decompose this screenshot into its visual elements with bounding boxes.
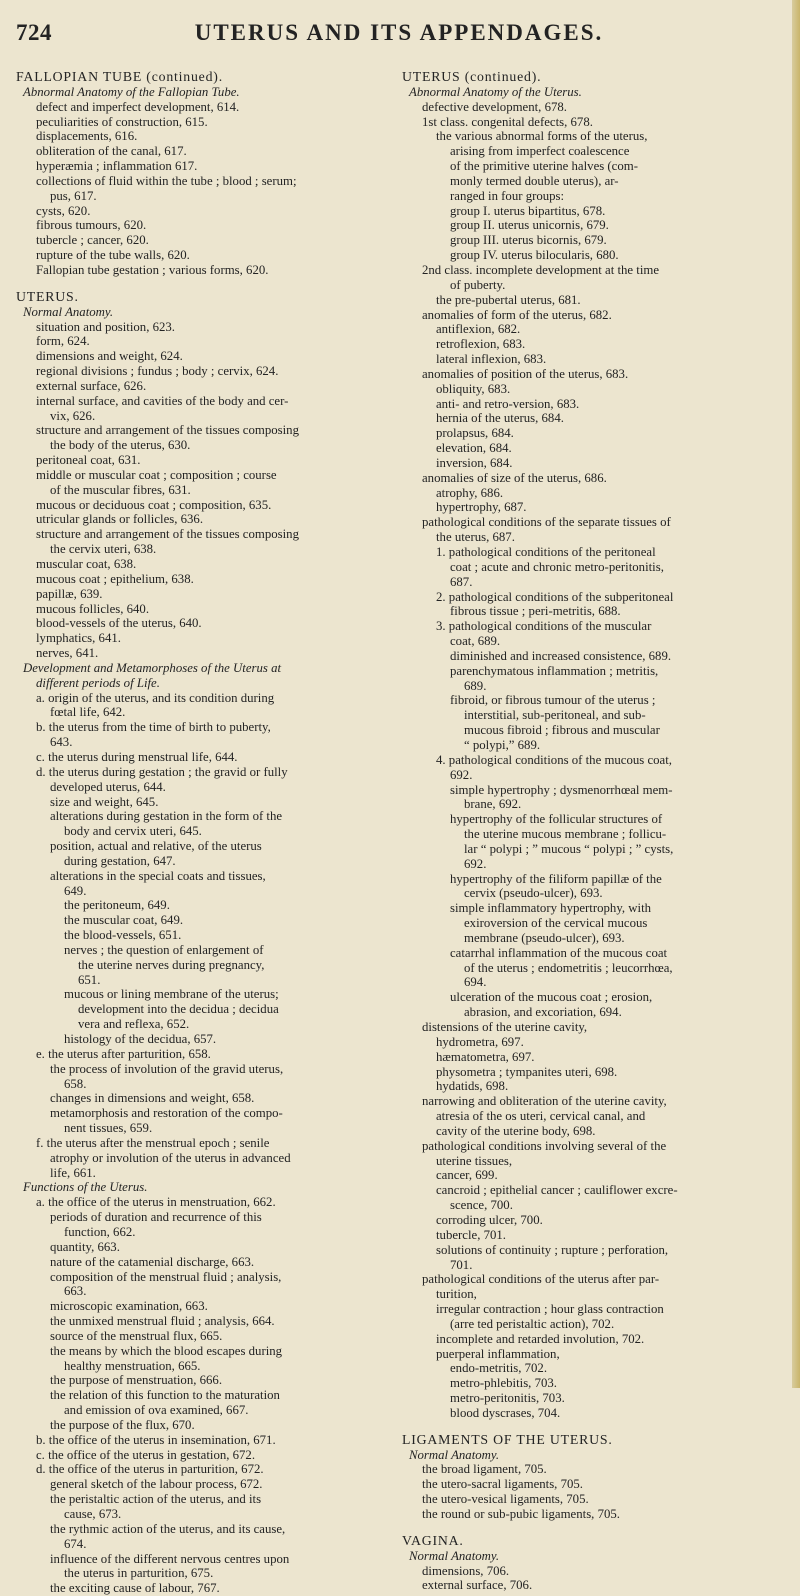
index-entry: atrophy, 686. [436,485,504,500]
index-entry: 701. [450,1257,473,1272]
index-entry: (arre ted peristaltic action), 702. [450,1316,615,1331]
index-entry: solutions of continuity ; rupture ; perforation, [436,1242,669,1257]
index-entry: dimensions, 706. [422,1563,510,1578]
index-entry: group I. uterus bipartitus, 678. [450,203,606,218]
index-entry: simple inflammatory hypertrophy, with [450,901,652,916]
subsection-heading: Normal Anatomy. [23,304,114,319]
index-entry: source of the menstrual flux, 665. [50,1328,223,1343]
index-entry: life, 661. [50,1165,96,1180]
index-entry: the means by which the blood escapes during [50,1343,283,1358]
index-entry: e. the uterus after parturition, 658. [36,1046,211,1061]
index-entry: turition, [436,1287,477,1302]
index-entry: healthy menstruation, 665. [64,1358,201,1373]
index-entry: anomalies of position of the uterus, 683. [422,366,629,381]
index-entry: brane, 692. [464,797,522,812]
index-entry: structure and arrangement of the tissues composing [36,423,299,438]
section-heading: UTERUS (continued). [402,69,542,84]
index-entry: position, actual and relative, of the uterus [50,839,262,854]
index-entry: simple hypertrophy ; dysmenorrhœal mem- [450,782,673,797]
index-entry: different periods of Life. [36,675,160,690]
index-entry: mucous coat ; epithelium, 638. [36,571,194,586]
index-entry: changes in dimensions and weight, 658. [50,1091,255,1106]
index-entry: a. origin of the uterus, and its condition during [36,690,275,705]
subsection-heading: Abnormal Anatomy of the Fallopian Tube. [23,84,240,99]
index-entry: hydrometra, 697. [436,1034,524,1049]
index-entry: c. the office of the uterus in gestation, 672. [36,1447,256,1462]
running-title: UTERUS AND ITS APPENDAGES. [194,20,604,45]
index-entry: the utero-sacral ligaments, 705. [422,1477,583,1492]
index-entry: middle or muscular coat ; composition ; course [36,467,277,482]
index-entry: anomalies of size of the uterus, 686. [422,470,607,485]
index-entry: of puberty. [450,277,506,292]
index-entry: metro-phlebitis, 703. [450,1376,557,1391]
index-entry: metro-peritonitis, 703. [450,1391,565,1406]
index-entry: the rythmic action of the uterus, and its cause, [50,1521,286,1536]
index-entry: collections of fluid within the tube ; blood ; serum; [36,173,297,188]
index-entry: b. the uterus from the time of birth to puberty, [36,720,271,735]
index-entry: mucous or deciduous coat ; composition, 635. [36,497,272,512]
index-entry: internal surface, and cavities of the body and cer- [36,393,289,408]
index-entry: hyperæmia ; inflammation 617. [36,159,198,174]
index-entry: muscular coat, 638. [36,557,137,571]
index-entry: anomalies of form of the uterus, 682. [422,307,612,322]
index-entry: mucous or lining membrane of the uterus; [64,987,279,1002]
index-entry: mucous follicles, 640. [36,601,150,616]
index-entry: group IV. uterus bilocularis, 680. [450,248,619,263]
index-entry: hypertrophy, 687. [436,500,527,515]
page-edge [792,0,800,1388]
index-entry: interstitial, sub-peritoneal, and sub- [464,708,646,723]
index-entry: the exciting cause of labour, 767. [50,1581,220,1596]
index-entry: the muscular coat, 649. [64,913,184,928]
index-entry: 658. [64,1076,87,1091]
index-entry: d. the office of the uterus in parturition, 672. [36,1462,264,1477]
index-entry: the various abnormal forms of the uterus, [436,129,648,144]
index-entry: coat, 689. [450,634,501,649]
index-entry: exiroversion of the cervical mucous [464,916,648,931]
index-entry: of the primitive uterine halves (com- [450,159,638,174]
page-number: 724 [16,20,52,45]
index-entry: 2nd class. incomplete development at the time [422,262,660,277]
index-entry: abrasion, and excoriation, 694. [464,1005,622,1020]
index-entry: a. the office of the uterus in menstruation, 662. [36,1195,276,1210]
index-entry: fibrous tumours, 620. [36,218,147,233]
index-entry: cause, 673. [64,1507,122,1521]
index-entry: corroding ulcer, 700. [436,1212,543,1227]
index-entry: 3. pathological conditions of the muscular [436,619,652,634]
index-entry: the uterine mucous membrane ; follicu- [464,827,667,842]
index-entry: quantity, 663. [50,1239,120,1254]
index-entry: regional divisions ; fundus ; body ; cervix, 624. [36,364,279,379]
index-entry: hydatids, 698. [436,1079,509,1094]
subsection-heading: Normal Anatomy. [409,1548,500,1563]
index-entry: coat ; acute and chronic metro-peritonitis, [450,559,664,574]
index-entry: periods of duration and recurrence of this [50,1210,262,1225]
index-entry: alterations in the special coats and tissues, [50,868,266,883]
index-entry: obliteration of the canal, 617. [36,144,187,159]
index-entry: cancroid ; epithelial cancer ; cauliflower excre- [436,1183,678,1198]
index-entry: the uterus, 687. [436,530,515,545]
index-entry: cysts, 620. [36,203,91,218]
index-entry: inversion, 684. [436,455,513,470]
index-entry: pus, 617. [50,188,97,203]
index-entry: defect and imperfect development, 614. [36,99,240,114]
index-entry: situation and position, 623. [36,319,175,334]
index-entry: membrane (pseudo-ulcer), 693. [464,930,625,945]
index-entry: the purpose of menstruation, 666. [50,1373,223,1388]
index-entry: papillæ, 639. [36,586,103,601]
index-entry: the unmixed menstrual fluid ; analysis, 664. [50,1314,275,1329]
index-entry: dimensions and weight, 624. [36,349,183,364]
subsection-heading: Development and Metamorphoses of the Uterus at [23,660,282,675]
index-entry: group III. uterus bicornis, 679. [450,233,607,248]
index-entry: and emission of ova examined, 667. [64,1403,249,1418]
index-entry: of the uterus ; endometritis ; leucorrhœa, [464,960,673,975]
index-entry: pathological conditions of the separate tissues of [422,515,671,530]
index-entry: rupture of the tube walls, 620. [36,248,190,263]
index-entry: the utero-vesical ligaments, 705. [422,1492,589,1507]
index-entry: Fallopian tube gestation ; various forms, 620. [36,262,269,277]
subsection-heading: Normal Anatomy. [409,1447,500,1462]
index-entry: anti- and retro-version, 683. [436,396,580,411]
index-entry: cancer, 699. [436,1168,498,1183]
index-entry: irregular contraction ; hour glass contraction [436,1302,664,1317]
index-entry: uterine tissues, [436,1153,513,1168]
index-entry: lymphatics, 641. [36,631,121,646]
index-entry: lateral inflexion, 683. [436,352,547,367]
index-entry: retroflexion, 683. [436,337,526,352]
index-entry: general sketch of the labour process, 672. [50,1477,263,1492]
index-entry: monly termed double uterus), ar- [450,173,619,188]
index-entry: histology of the decidua, 657. [64,1032,217,1046]
index-entry: diminished and increased consistence, 689. [450,648,672,663]
index-entry: d. the uterus during gestation ; the gravid or fully [36,764,288,779]
index-entry: ranged in four groups: [450,188,565,203]
index-entry: during gestation, 647. [64,853,176,868]
index-entry: group II. uterus unicornis, 679. [450,218,609,233]
index-entry: nerves ; the question of enlargement of [64,942,264,957]
index-entry: atrophy or involution of the uterus in advanced [50,1150,291,1165]
index-entry: the pre-pubertal uterus, 681. [436,292,581,307]
index-entry: 1st class. congenital defects, 678. [422,114,593,129]
index-entry: the broad ligament, 705. [422,1462,547,1477]
index-entry: 4. pathological conditions of the mucous coat, [436,752,672,767]
index-entry: obliquity, 683. [436,381,511,396]
page-header [16,20,782,56]
index-entry: the relation of this function to the maturation [50,1388,280,1403]
index-entry: blood dyscrases, 704. [450,1405,561,1420]
index-entry: catarrhal inflammation of the mucous coat [450,945,668,960]
index-entry: hypertrophy of the follicular structures of [450,812,663,827]
index-entry: function, 662. [64,1224,136,1239]
index-entry: 692. [464,856,487,871]
index-entry: endo-metritis, 702. [450,1361,548,1376]
index-entry: 687. [450,574,473,589]
index-entry: 649. [64,883,87,898]
index-entry: vix, 626. [50,408,96,423]
index-entry: peritoneal coat, 631. [36,453,141,468]
index-entry: the process of involution of the gravid uterus, [50,1061,284,1076]
index-entry: cervix (pseudo-ulcer), 693. [464,886,603,901]
index-entry: incomplete and retarded involution, 702. [436,1331,645,1346]
index-entry: the peristaltic action of the uterus, and its [50,1492,262,1507]
index-entry: hypertrophy of the filiform papillæ of the [450,871,662,886]
index-entry: atresia of the os uteri, cervical canal, and [436,1109,646,1124]
index-entry: defective development, 678. [422,99,567,114]
index-entry: hæmatometra, 697. [436,1049,535,1064]
index-entry: pathological conditions of the uterus after par- [422,1272,660,1287]
index-entry: 689. [464,678,487,693]
index-entry: parenchymatous inflammation ; metritis, [450,663,659,678]
index-entry: fibroid, or fibrous tumour of the uterus ; [450,693,656,708]
index-entry: f. the uterus after the menstrual epoch ; senile [36,1135,270,1150]
index-entry: the blood-vessels, 651. [64,928,182,943]
index-entry: nent tissues, 659. [64,1121,153,1136]
index-entry: narrowing and obliteration of the uterine cavity, [422,1094,667,1109]
index-entry: vera and reflexa, 652. [78,1017,190,1032]
index-entry: development into the decidua ; decidua [78,1002,279,1017]
index-entry: 2. pathological conditions of the subperitoneal [436,589,674,604]
index-entry: external surface, 706. [422,1578,533,1593]
index-entry: elevation, 684. [436,441,512,456]
index-entry: fibrous tissue ; peri-metritis, 688. [450,604,621,619]
index-entry: prolapsus, 684. [436,426,514,441]
index-entry: 674. [64,1536,87,1551]
index-entry: puerperal inflammation, [436,1346,560,1361]
index-entry: tubercle, 701. [436,1227,507,1242]
index-entry: body and cervix uteri, 645. [64,824,202,839]
index-entry: lar “ polypi ; ” mucous “ polypi ; ” cysts, [464,841,674,856]
index-entry: 651. [78,972,101,987]
index-entry: physometra ; tympanites uteri, 698. [436,1064,618,1079]
index-entry: cavity of the uterine body, 698. [436,1123,596,1138]
index-entry: blood-vessels of the uterus, 640. [36,616,202,631]
index-entry: the cervix uteri, 638. [50,542,157,557]
index-entry: 692. [450,767,473,782]
index-entry: the body of the uterus, 630. [50,438,191,453]
index-entry: metamorphosis and restoration of the compo- [50,1106,283,1121]
index-entry: “ polypi,” 689. [464,737,541,752]
index-entry: the uterus in parturition, 675. [64,1566,214,1581]
index-entry: displacements, 616. [36,129,138,144]
right-column [402,70,788,1593]
index-entry: tubercle ; cancer, 620. [36,233,149,248]
index-entry: scence, 700. [450,1198,513,1213]
section-heading: FALLOPIAN TUBE (continued). [16,69,223,84]
index-entry: 694. [464,975,487,990]
section-heading: LIGAMENTS OF THE UTERUS. [402,1431,613,1447]
index-entry: ulceration of the mucous coat ; erosion, [450,990,653,1005]
index-entry: the peritoneum, 649. [64,898,170,913]
index-entry: developed uterus, 644. [50,779,166,794]
index-entry: the purpose of the flux, 670. [50,1417,195,1432]
index-entry: distensions of the uterine cavity, [422,1020,588,1034]
index-entry: composition of the menstrual fluid ; analysis, [50,1269,282,1284]
subsection-heading: Abnormal Anatomy of the Uterus. [409,84,582,99]
index-entry: utricular glands or follicles, 636. [36,512,204,527]
index-entry: antiflexion, 682. [436,322,521,337]
index-entry: hernia of the uterus, 684. [436,411,564,426]
index-entry: pathological conditions involving several of the [422,1138,667,1153]
index-entry: form, 624. [36,334,90,349]
index-entry: external surface, 626. [36,378,147,393]
index-entry: of the muscular fibres, 631. [50,482,191,497]
index-entry: size and weight, 645. [50,794,159,809]
index-entry: 663. [64,1284,87,1299]
section-heading: VAGINA. [402,1532,464,1548]
section-heading: UTERUS. [16,288,79,304]
index-entry: the round or sub-pubic ligaments, 705. [422,1507,620,1521]
index-entry: microscopic examination, 663. [50,1299,208,1314]
index-entry: influence of the different nervous centres upon [50,1551,290,1566]
index-entry: 1. pathological conditions of the peritoneal [436,545,656,559]
index-entry: arising from imperfect coalescence [450,144,630,159]
index-entry: b. the office of the uterus in insemination, 671. [36,1432,276,1447]
index-entry: 643. [50,735,73,750]
index-entry: the uterine nerves during pregnancy, [78,957,265,972]
index-entry: alterations during gestation in the form of the [50,809,283,824]
index-entry: structure and arrangement of the tissues composing [36,527,299,542]
index-entry: peculiarities of construction, 615. [36,114,208,129]
index-entry: nerves, 641. [36,646,99,661]
subsection-heading: Functions of the Uterus. [23,1180,148,1195]
index-entry: nature of the catamenial discharge, 663. [50,1254,255,1269]
index-entry: c. the uterus during menstrual life, 644. [36,749,238,764]
index-entry: fœtal life, 642. [50,705,126,720]
left-column [16,70,398,1596]
index-entry: mucous fibroid ; fibrous and muscular [464,723,660,738]
